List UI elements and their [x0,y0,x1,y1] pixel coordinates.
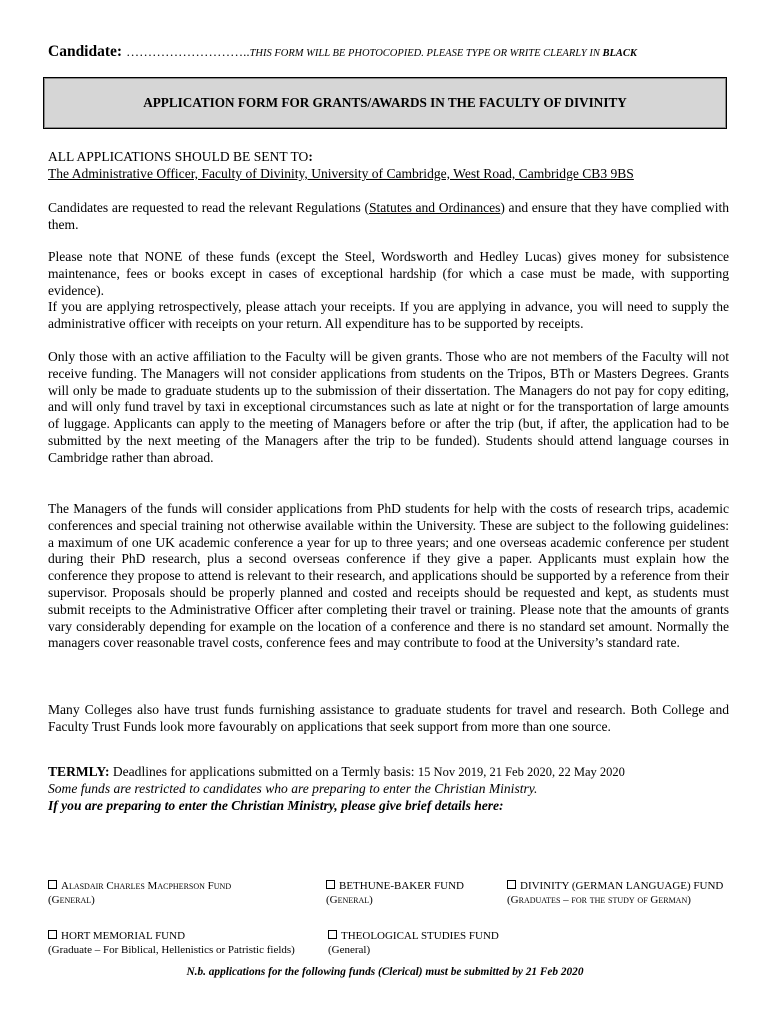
fund-sub: (Graduate – For Biblical, Hellenistics or Patristic fields) [48,944,295,956]
fund-name: DIVINITY (GERMAN LANGUAGE) FUND [520,880,724,892]
fund-name: HORT MEMORIAL FUND [61,930,186,942]
phd-paragraph [48,501,729,652]
clerical-deadline-note: N.b. applications for the following funds (Clerical) must be submitted by 21 Feb 2020 [186,966,584,978]
form-title: APPLICATION FORM FOR GRANTS/AWARDS IN THE FACULTY OF DIVINITY [143,95,627,110]
para-note: Please note that NONE of these funds (except the Steel, Wordsworth and Hedley Lucas) gives money for subsistence maintenance, fees or books except in cases of exceptional hardship (for which a case must be made, with supporting evidence). [48,249,729,298]
checkbox-icon[interactable] [326,880,335,889]
para-retro: If you are applying retrospectively, please attach your receipts. If you are applying in advance, you will need to supply the administrative officer with receipts on your return. All expenditure has to be supported by receipts. [48,299,729,332]
regs-after: ) and ensure that they have complied with them. [48,200,729,232]
ministry-prompt: If you are preparing to enter the Christian Ministry, please give brief details here: [48,797,504,813]
fund-option-hort-memorial[interactable] [48,929,295,957]
checkbox-icon[interactable] [48,880,57,889]
termly-section [48,764,729,814]
fund-sub: (General) [326,894,373,906]
fund-option-macpherson[interactable] [48,879,231,907]
fund-sub: (General) [328,944,371,956]
restricted-note: Some funds are restricted to candidates who are preparing to enter the Christian Ministry. [48,780,538,796]
statutes-link[interactable]: Statutes and Ordinances [368,200,501,215]
para-colleges: Many Colleges also have trust funds furnishing assistance to graduate students for travel and research. Both College and Faculty Trust Funds look more favourably on applications that seek support from more than one source. [48,702,729,734]
fund-option-divinity-german[interactable] [507,879,723,907]
colleges-paragraph [48,702,729,736]
candidate-label: Candidate: [48,43,123,60]
address-colon: : [308,149,313,164]
para-phd: The Managers of the funds will consider applications from PhD students for help with the costs of research trips, academic conferences and special training not otherwise available within the University. These are subject to the following guidelines: a maximum of one UK academic conference a year for up to three years; and one overseas academic conference per student during their PhD research, plus a second overseas conference if they give a paper. Applicants must explain how the conference they propose to attend is relevant to their research, and applications should be supported by a reference from their supervisor. Proposals should be properly planned and costed and receipts should be requested and kept, as students must submit receipts to the Administrative Officer after completing their travel or training. Please note that the amounts of grants vary considerably depending for example on the location of a conference and there is no standard set amount. Normally the managers cover reasonable travel costs, conference fees and may contribute to food at the University’s standard rate. [48,501,729,651]
fund-name: Alasdair Charles Macpherson Fund [61,880,232,892]
candidate-dots[interactable]: ……………………….. [126,44,250,59]
fund-name: BETHUNE-BAKER FUND [339,880,464,892]
checkbox-icon[interactable] [507,880,516,889]
fund-option-theological-studies[interactable] [328,929,499,957]
affiliation-paragraph [48,349,729,467]
address-heading: ALL APPLICATIONS SHOULD BE SENT TO [48,149,309,164]
candidate-header [48,43,748,61]
checkbox-icon[interactable] [48,930,57,939]
form-title-box [43,77,727,129]
para-affiliation: Only those with an active affiliation to the Faculty will be given grants. Those who are not members of the Faculty will not receive funding. The Managers will not consider applications from students on the Tripos, BTh or Masters Degrees. Grants will only be made to graduate students up to the submission of their dissertation. The Managers do not pay for copy editing, and will only fund travel by taxi in exceptional circumstances such as late at night or for the transportation of large amounts of luggage. Applicants can apply to the meeting of Managers before or after the trip (but, if after, the application had to be submitted by the next meeting of the Managers after the trip to be funded). Students should attend language courses in Cambridge rather than abroad. [48,349,729,465]
fund-option-bethune-baker[interactable] [326,879,464,907]
photocopy-note: THIS FORM WILL BE PHOTOCOPIED. PLEASE TYPE OR WRITE CLEARLY IN [249,48,603,59]
address-line: The Administrative Officer, Faculty of Divinity, University of Cambridge, West Road, Cambridge CB3 9BS [48,165,634,181]
termly-label: TERMLY: [48,764,110,779]
regulations-paragraph [48,200,729,234]
fund-name: THEOLOGICAL STUDIES FUND [341,930,499,942]
regs-before: Candidates are requested to read the relevant Regulations ( [48,200,369,215]
termly-text: Deadlines for applications submitted on a Termly basis: [109,764,418,779]
fund-sub: (General) [48,894,95,906]
fund-sub: (Graduates – for the study of German) [507,894,691,906]
address-block [48,149,729,183]
black-emphasis: BLACK [602,48,637,59]
termly-dates: 15 Nov 2019, 21 Feb 2020, 22 May 2020 [417,765,625,779]
funds-note-paragraph [48,249,729,333]
checkbox-icon[interactable] [328,930,337,939]
